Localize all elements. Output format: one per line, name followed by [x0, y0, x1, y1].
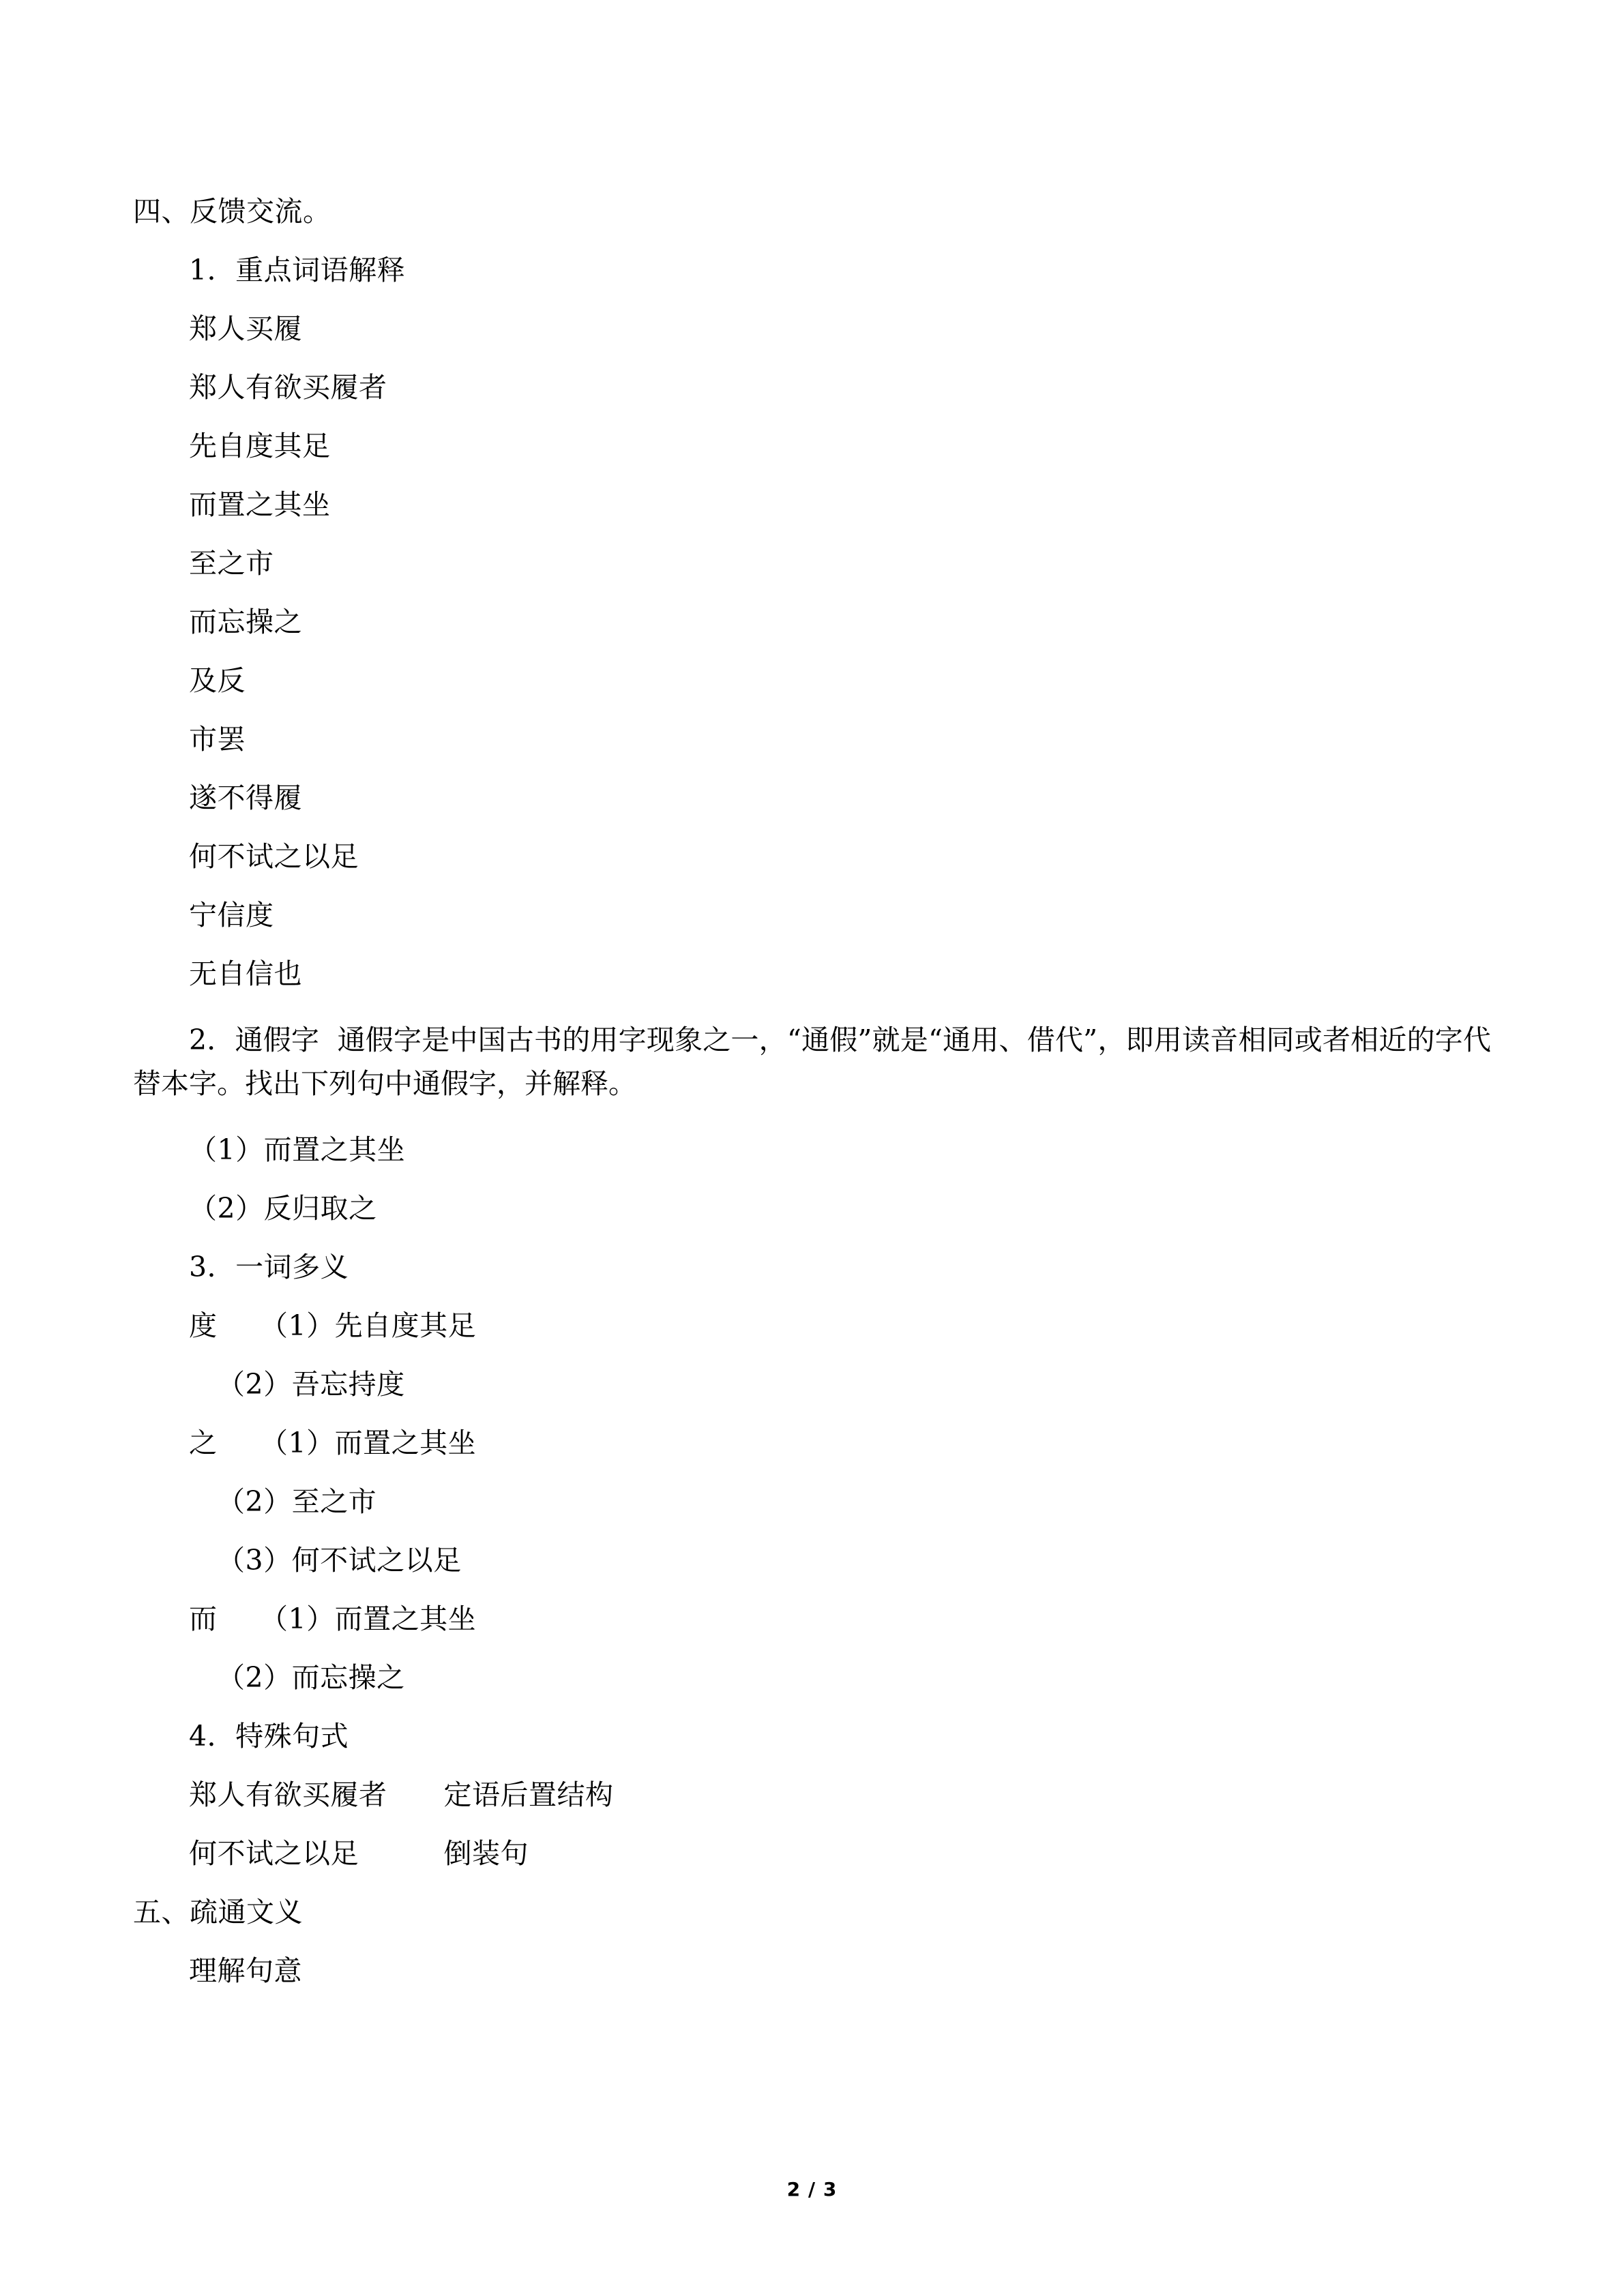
document-body [133, 195, 1491, 1988]
item-2-example-2: （2）反归取之 [189, 1192, 377, 1225]
word-entry-8: 市罢 [189, 723, 246, 756]
item-2-paragraph: 2．通假字 通假字是中国古书的用字现象之一，“通假”就是“通用、借代”，即用读音相同或者相近的字代替本字。找出下列句中通假字，并解释。 [133, 1024, 1491, 1100]
word-entry-5: 至之市 [189, 547, 274, 580]
section-five-entry: 理解句意 [189, 1954, 302, 1988]
word-entry-10: 何不试之以足 [189, 840, 359, 873]
item-3-entry-du-2: （2）吾忘持度 [217, 1368, 405, 1401]
item-4-entry-1: 郑人有欲买履者 定语后置结构 [189, 1778, 614, 1812]
section-heading-four: 四、反馈交流。 [133, 195, 331, 228]
item-3-entry-du-1: 度 （1）先自度其足 [189, 1309, 477, 1343]
word-entry-4: 而置之其坐 [189, 488, 331, 521]
item-3-entry-er-1: 而 （1）而置之其坐 [189, 1602, 477, 1636]
item-4-heading: 4．特殊句式 [189, 1720, 349, 1753]
item-1-key-words: 1．重点词语解释 [189, 254, 406, 286]
word-entry-6: 而忘操之 [189, 606, 302, 638]
item-4-entry-2: 何不试之以足 倒装句 [189, 1837, 529, 1870]
word-entry-9: 遂不得履 [189, 781, 302, 814]
page-number-footer: 2 / 3 [786, 2178, 838, 2201]
item-3-entry-er-2: （2）而忘操之 [217, 1661, 405, 1695]
item-3-entry-zhi-1: 之 （1）而置之其坐 [189, 1427, 477, 1460]
word-entry-1: 郑人买履 [189, 312, 302, 345]
word-entry-12: 无自信也 [189, 957, 302, 990]
word-entry-2: 郑人有欲买履者 [189, 371, 387, 404]
item-2-example-1: （1）而置之其坐 [189, 1133, 406, 1167]
item-3-heading: 3．一词多义 [189, 1251, 349, 1284]
section-heading-five: 五、疏通文义 [133, 1896, 303, 1929]
word-entry-3: 先自度其足 [189, 430, 331, 462]
item-3-entry-zhi-2: （2）至之市 [217, 1485, 377, 1519]
word-entry-7: 及反 [189, 664, 246, 697]
item-3-entry-zhi-3: （3）何不试之以足 [217, 1544, 462, 1577]
word-entry-11: 宁信度 [189, 899, 274, 931]
